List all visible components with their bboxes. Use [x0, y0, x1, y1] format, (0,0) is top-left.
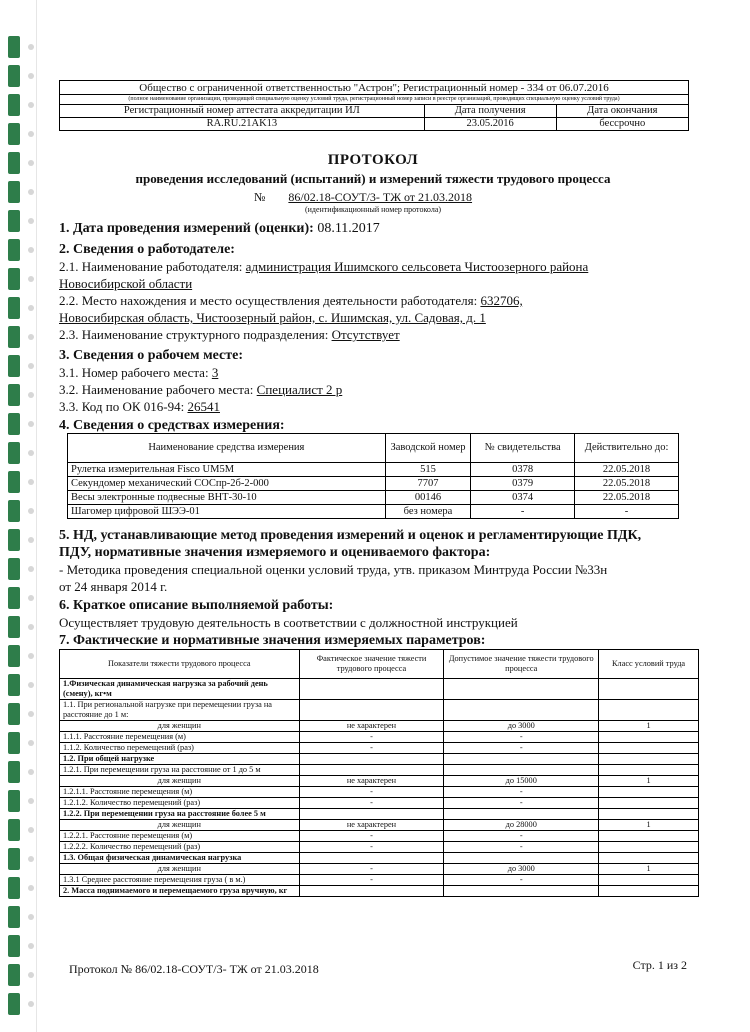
binder-hole [28, 73, 34, 79]
binder-hole [28, 537, 34, 543]
table-row [60, 679, 699, 700]
parameters-body [60, 679, 699, 897]
par-cell [299, 679, 444, 700]
subdivision-value: Отсутствует [331, 327, 400, 342]
binder-clip [8, 413, 20, 435]
par-cell: для женщин [60, 820, 300, 831]
par-cell: 1 [599, 864, 699, 875]
instruments-table [67, 433, 679, 519]
par-cell [599, 743, 699, 754]
par-cell [599, 787, 699, 798]
par-cell [299, 700, 444, 721]
binder-hole [28, 131, 34, 137]
binder-strip [0, 0, 30, 1032]
binder-clip [8, 558, 20, 580]
par-cell: - [299, 831, 444, 842]
par-cell: 1.2. При общей нагрузке [60, 754, 300, 765]
par-cell [599, 886, 699, 897]
binder-hole [28, 363, 34, 369]
received-label: Дата получения [424, 105, 556, 118]
employer-name-value: администрация Ишимского сельсовета Чистоозерного района [245, 259, 589, 274]
par-cell [299, 765, 444, 776]
par-cell: до 3000 [444, 721, 599, 732]
binder-hole [28, 566, 34, 572]
protocol-number-note: (идентификационный номер протокола) [304, 205, 442, 214]
par-cell [599, 831, 699, 842]
par-cell: 1.2.1. При перемещении груза на расстояние от 1 до 5 м [60, 765, 300, 776]
binder-clip [8, 268, 20, 290]
employer-address-line-2 [59, 310, 699, 326]
section-5-text-2: от 24 января 2014 г. [59, 579, 168, 594]
protocol-title: ПРОТОКОЛ [327, 152, 419, 168]
table-row [60, 732, 699, 743]
employer-address-continuation: Новосибирская область, Чистоозерный район, с. Ишимская, ул. Садовая, д. 1 [59, 310, 486, 325]
binder-clip [8, 529, 20, 551]
par-cell: - [444, 842, 599, 853]
table-row [60, 864, 699, 875]
par-cell: 1.1.2. Количество перемещений (раз) [60, 743, 300, 754]
par-cell [444, 679, 599, 700]
par-cell: 1 [599, 721, 699, 732]
workplace-name-label: 3.2. Наименование рабочего места: [59, 382, 254, 397]
binder-clip [8, 152, 20, 174]
workplace-name-value: Специалист 2 р [256, 382, 343, 397]
table-row [68, 477, 679, 491]
binder-hole [28, 218, 34, 224]
binder-clip [8, 239, 20, 261]
instr-col-name: Наименование средства измерения [68, 434, 386, 463]
binder-hole [28, 1001, 34, 1007]
section-5-label-1: 5. НД, устанавливающие метод проведения измерений и оценок и регламентирующие ПДК, [59, 528, 642, 543]
table-row [68, 505, 679, 519]
table-row [60, 765, 699, 776]
table-row [60, 842, 699, 853]
binder-clip [8, 326, 20, 348]
workplace-number-label: 3.1. Номер рабочего места: [59, 365, 209, 380]
section-4-label: 4. Сведения о средствах измерения: [59, 418, 285, 433]
par-cell: - [299, 732, 444, 743]
par-cell: - [299, 875, 444, 886]
binder-clip [8, 819, 20, 841]
par-cell [444, 700, 599, 721]
binder-clip [8, 442, 20, 464]
par-cell: для женщин [60, 864, 300, 875]
par-cell: 1 [599, 776, 699, 787]
par-cell [444, 754, 599, 765]
table-row [60, 886, 699, 897]
par-cell [599, 679, 699, 700]
table-row [60, 787, 699, 798]
instr-cell: - [575, 505, 679, 519]
par-cell: 1.2.1.1. Расстояние перемещения (м) [60, 787, 300, 798]
par-cell: не характерен [299, 721, 444, 732]
accreditation-label: Регистрационный номер аттестата аккредитации ИЛ [60, 105, 424, 118]
par-cell: до 28000 [444, 820, 599, 831]
par-col-actual: Фактическое значение тяжести трудового процесса [299, 650, 444, 679]
employer-name-label: 2.1. Наименование работодателя: [59, 259, 243, 274]
par-cell [299, 886, 444, 897]
binder-hole [28, 972, 34, 978]
par-col-indicator: Показатели тяжести трудового процесса [60, 650, 300, 679]
ok-code-label: 3.3. Код по ОК 016-94: [59, 399, 185, 414]
ok-code-line [59, 399, 699, 415]
binder-hole [28, 595, 34, 601]
par-cell: 1.2.2.1. Расстояние перемещения (м) [60, 831, 300, 842]
section-5-label-2: ПДУ, нормативные значения измеряемого и оцениваемого фактора: [59, 545, 491, 560]
section-1-label: 1. Дата проведения измерений (оценки): [59, 221, 314, 236]
subdivision-label: 2.3. Наименование структурного подразделения: [59, 327, 329, 342]
instr-cell: 0379 [471, 477, 575, 491]
par-cell [299, 809, 444, 820]
table-row [68, 463, 679, 477]
par-cell: до 15000 [444, 776, 599, 787]
binder-hole [28, 247, 34, 253]
workplace-number-value: 3 [211, 365, 219, 380]
footer-protocol-ref: Протокол № 86/02.18-СОУТ/3- ТЖ от 21.03.2018 [69, 962, 319, 976]
binder-clip [8, 993, 20, 1015]
binder-clip [8, 65, 20, 87]
par-cell [444, 809, 599, 820]
binder-clip [8, 36, 20, 58]
instr-cell: 22.05.2018 [575, 491, 679, 505]
binder-hole [28, 711, 34, 717]
organization-note: (полное наименование организации, проводящей специальную оценку условий труда, регистрационный номер записи в реестре организаций, проводящих специальную оценку условий труда) [60, 95, 688, 105]
measurement-date: 08.11.2017 [317, 221, 380, 236]
binder-hole [28, 769, 34, 775]
par-cell [299, 754, 444, 765]
number-sign: № [253, 190, 266, 204]
par-cell: 1.2.1.2. Количество перемещений (раз) [60, 798, 300, 809]
binder-hole [28, 450, 34, 456]
par-cell [599, 700, 699, 721]
section-7-label: 7. Фактические и нормативные значения измеряемых параметров: [59, 633, 486, 648]
instr-cell: 00146 [385, 491, 471, 505]
par-cell [599, 765, 699, 776]
par-cell: 1 [599, 820, 699, 831]
binder-clip [8, 732, 20, 754]
protocol-number-line [59, 190, 687, 205]
binder-clip [8, 587, 20, 609]
section-2-label: 2. Сведения о работодателе: [59, 242, 235, 257]
binder-clip [8, 210, 20, 232]
end-label: Дата окончания [587, 105, 658, 116]
par-cell: - [444, 743, 599, 754]
instr-cell: Шагомер цифровой ШЭЭ-01 [68, 505, 386, 519]
document-page [36, 0, 737, 1032]
binder-clip [8, 355, 20, 377]
binder-clip [8, 703, 20, 725]
employer-name-value-2 [59, 276, 699, 292]
binder-hole [28, 856, 34, 862]
instr-col-valid: Действительно до: [575, 434, 679, 463]
binder-clip [8, 674, 20, 696]
instr-cell: 0378 [471, 463, 575, 477]
binder-hole [28, 508, 34, 514]
binder-hole [28, 798, 34, 804]
table-row [60, 743, 699, 754]
par-cell: 1.1.1. Расстояние перемещения (м) [60, 732, 300, 743]
par-cell: не характерен [299, 776, 444, 787]
binder-hole [28, 44, 34, 50]
par-cell: - [299, 787, 444, 798]
instr-cell: 515 [385, 463, 471, 477]
instr-cell: - [471, 505, 575, 519]
section-1 [59, 221, 699, 237]
table-row [60, 776, 699, 787]
page-number: Стр. 1 из 2 [632, 958, 687, 972]
par-cell [599, 842, 699, 853]
par-cell: 1.3. Общая физическая динамическая нагрузка [60, 853, 300, 864]
par-col-class: Класс условий труда [599, 650, 699, 679]
par-cell: 2. Масса поднимаемого и перемещаемого груза вручную, кг [60, 886, 300, 897]
employer-name-line [59, 259, 699, 275]
table-row [60, 820, 699, 831]
par-cell: не характерен [299, 820, 444, 831]
par-cell: 1.3.1 Среднее расстояние перемещения груза ( в м.) [60, 875, 300, 886]
table-row [60, 721, 699, 732]
par-cell: - [444, 875, 599, 886]
table-row [60, 798, 699, 809]
binder-clip [8, 906, 20, 928]
binder-hole [28, 740, 34, 746]
protocol-number: 86/02.18-СОУТ/3- ТЖ от 21.03.2018 [288, 190, 473, 204]
binder-clip [8, 964, 20, 986]
par-cell [299, 853, 444, 864]
instr-cell: 22.05.2018 [575, 477, 679, 491]
binder-clip [8, 935, 20, 957]
binder-clip [8, 297, 20, 319]
parameters-table [59, 649, 699, 897]
binder-hole [28, 189, 34, 195]
binder-clip [8, 94, 20, 116]
par-cell: 1.2.2.2. Количество перемещений (раз) [60, 842, 300, 853]
par-cell [599, 732, 699, 743]
binder-clip [8, 877, 20, 899]
binder-hole [28, 421, 34, 427]
binder-clip [8, 848, 20, 870]
binder-clip [8, 616, 20, 638]
instr-col-cert: № свидетельства [471, 434, 575, 463]
table-row [60, 875, 699, 886]
instr-cell: 0374 [471, 491, 575, 505]
par-cell: 1.Физическая динамическая нагрузка за рабочий день (смену), кг•м [60, 679, 300, 700]
ok-code-value: 26541 [187, 399, 220, 414]
employer-address-label: 2.2. Место нахождения и место осуществления деятельности работодателя: [59, 293, 478, 308]
binder-clip [8, 123, 20, 145]
section-6-label: 6. Краткое описание выполняемой работы: [59, 598, 334, 613]
binder-hole [28, 276, 34, 282]
par-cell: 1.1. При региональной нагрузке при перемещении груза на расстояние до 1 м: [60, 700, 300, 721]
par-cell [599, 754, 699, 765]
binder-clip [8, 471, 20, 493]
binder-hole [28, 334, 34, 340]
section-5-text-1: - Методика проведения специальной оценки условий труда, утв. приказом Минтруда России №33н [59, 562, 608, 577]
table-row [60, 809, 699, 820]
instr-cell: Секундомер механический СОСпр-2б-2-000 [68, 477, 386, 491]
instr-cell: Рулетка измерительная Fisco UM5M [68, 463, 386, 477]
binder-hole [28, 943, 34, 949]
par-cell: для женщин [60, 776, 300, 787]
binder-hole [28, 392, 34, 398]
par-cell: - [444, 732, 599, 743]
end-value: бессрочно [556, 118, 688, 131]
par-cell: для женщин [60, 721, 300, 732]
subdivision-line [59, 327, 699, 343]
par-cell [444, 765, 599, 776]
workplace-number-line [59, 365, 699, 381]
organization-name: Общество с ограниченной ответственностью "Астрон"; Регистрационный номер - 334 от 06.07.2016 [60, 81, 688, 95]
employer-address-line [59, 293, 699, 309]
binder-hole [28, 479, 34, 485]
binder-hole [28, 682, 34, 688]
instr-cell: 22.05.2018 [575, 463, 679, 477]
binder-hole [28, 827, 34, 833]
workplace-name-line [59, 382, 699, 398]
instr-cell: Весы электронные подвесные ВНТ-30-10 [68, 491, 386, 505]
table-row [68, 491, 679, 505]
par-cell: - [444, 831, 599, 842]
employer-name-continuation: Новосибирской области [59, 276, 193, 291]
par-cell [444, 853, 599, 864]
binder-clip [8, 761, 20, 783]
instr-cell: 7707 [385, 477, 471, 491]
par-cell [599, 798, 699, 809]
binder-hole [28, 160, 34, 166]
par-cell: 1.2.2. При перемещении груза на расстояние более 5 м [60, 809, 300, 820]
section-6-text: Осуществляет трудовую деятельность в соответствии с должностной инструкцией [59, 615, 518, 630]
table-row [60, 700, 699, 721]
par-cell: - [299, 743, 444, 754]
par-cell: - [444, 787, 599, 798]
binder-hole [28, 885, 34, 891]
protocol-subtitle: проведения исследований (испытаний) и измерений тяжести трудового процесса [135, 171, 611, 186]
par-cell [599, 853, 699, 864]
accreditation-value: RA.RU.21AK13 [60, 118, 424, 131]
par-cell [444, 886, 599, 897]
par-cell: - [444, 798, 599, 809]
instr-col-serial: Заводской номер [385, 434, 471, 463]
organization-header [59, 80, 689, 131]
table-row [60, 754, 699, 765]
binder-hole [28, 102, 34, 108]
table-row [60, 831, 699, 842]
par-cell: до 3000 [444, 864, 599, 875]
binder-hole [28, 914, 34, 920]
binder-hole [28, 653, 34, 659]
par-cell [599, 809, 699, 820]
par-cell [599, 875, 699, 886]
binder-clip [8, 645, 20, 667]
binder-clip [8, 790, 20, 812]
binder-clip [8, 384, 20, 406]
par-cell: - [299, 798, 444, 809]
binder-clip [8, 500, 20, 522]
binder-hole [28, 624, 34, 630]
binder-hole [28, 305, 34, 311]
table-row [60, 853, 699, 864]
par-col-allowed: Допустимое значение тяжести трудового процесса [444, 650, 599, 679]
instr-cell: без номера [385, 505, 471, 519]
section-3-label: 3. Сведения о рабочем месте: [59, 348, 243, 363]
employer-address-value: 632706, [480, 293, 523, 308]
binder-clip [8, 181, 20, 203]
par-cell: - [299, 864, 444, 875]
par-cell: - [299, 842, 444, 853]
received-value: 23.05.2016 [424, 118, 556, 131]
